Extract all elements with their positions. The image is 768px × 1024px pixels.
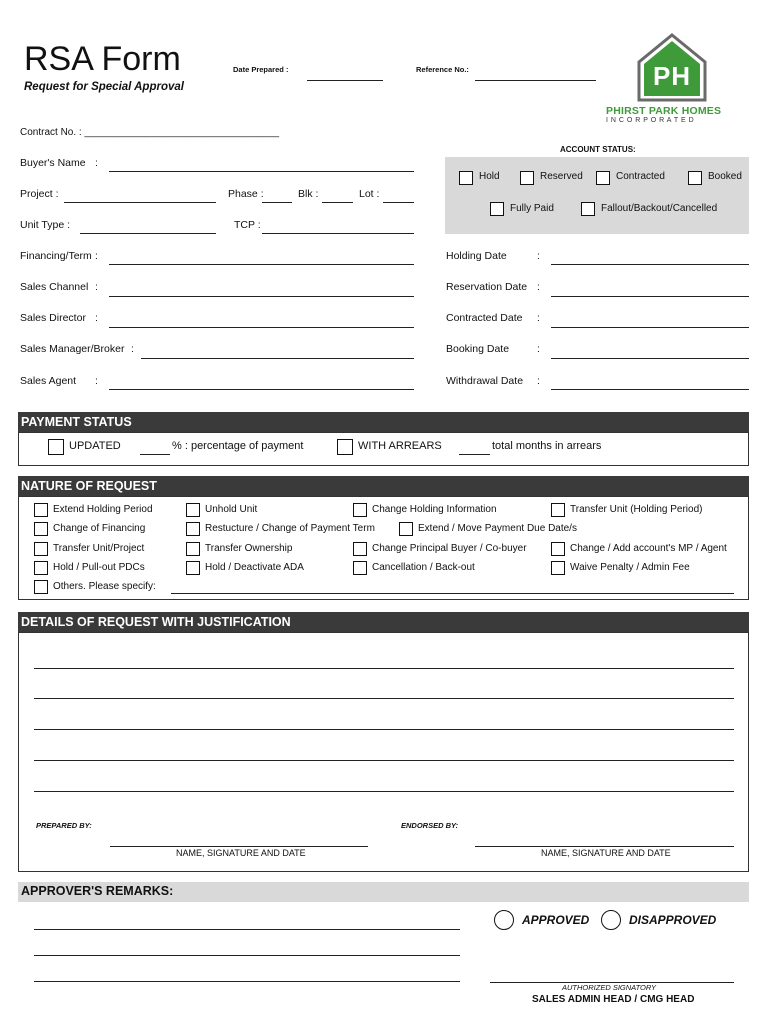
hold-deactivate-checkbox[interactable] bbox=[186, 561, 200, 575]
unit-type-field[interactable] bbox=[80, 233, 216, 234]
change-holding-checkbox[interactable] bbox=[353, 503, 367, 517]
extend-payment-label: Extend / Move Payment Due Date/s bbox=[418, 523, 577, 534]
contract-no-label: Contract No. : ___________________________________ bbox=[20, 127, 280, 138]
colon: : bbox=[95, 312, 98, 324]
transfer-ownership-label: Transfer Ownership bbox=[205, 543, 293, 554]
unit-type-label: Unit Type : bbox=[20, 219, 70, 231]
form-title: RSA Form bbox=[24, 40, 181, 78]
date-prepared-field[interactable] bbox=[307, 80, 383, 81]
nature-header: NATURE OF REQUEST bbox=[18, 476, 749, 496]
others-specify-field[interactable] bbox=[171, 593, 734, 594]
reserved-checkbox[interactable] bbox=[520, 171, 534, 185]
details-header: DETAILS OF REQUEST WITH JUSTIFICATION bbox=[18, 612, 749, 632]
endorsed-by-signature-caption: NAME, SIGNATURE AND DATE bbox=[541, 848, 671, 858]
restructure-checkbox[interactable] bbox=[186, 522, 200, 536]
colon: : bbox=[95, 157, 98, 169]
reference-no-field[interactable] bbox=[475, 80, 596, 81]
transfer-holding-label: Transfer Unit (Holding Period) bbox=[570, 504, 703, 515]
project-field[interactable] bbox=[64, 202, 216, 203]
financing-term-field[interactable] bbox=[109, 264, 414, 265]
others-checkbox[interactable] bbox=[34, 580, 48, 594]
percentage-field[interactable] bbox=[140, 454, 170, 455]
logo-initials: PH bbox=[652, 61, 692, 91]
form-subtitle: Request for Special Approval bbox=[24, 81, 184, 93]
colon: : bbox=[537, 312, 540, 324]
authorized-signatory-label: AUTHORIZED SIGNATORY bbox=[562, 983, 657, 992]
contracted-date-field[interactable] bbox=[551, 327, 749, 328]
fallout-label: Fallout/Backout/Cancelled bbox=[601, 203, 718, 214]
contracted-checkbox[interactable] bbox=[596, 171, 610, 185]
booked-checkbox[interactable] bbox=[688, 171, 702, 185]
booking-date-label: Booking Date bbox=[446, 343, 510, 355]
with-arrears-checkbox[interactable] bbox=[337, 439, 353, 455]
transfer-unit-project-checkbox[interactable] bbox=[34, 542, 48, 556]
prepared-by-signature-caption: NAME, SIGNATURE AND DATE bbox=[176, 848, 306, 858]
colon: : bbox=[95, 281, 98, 293]
change-financing-checkbox[interactable] bbox=[34, 522, 48, 536]
account-status-title: ACCOUNT STATUS: bbox=[560, 145, 636, 154]
updated-checkbox[interactable] bbox=[48, 439, 64, 455]
contracted-label: Contracted bbox=[616, 171, 665, 182]
approved-radio[interactable] bbox=[494, 910, 514, 930]
endorsed-by-label: ENDORSED BY: bbox=[401, 821, 459, 830]
holding-date-field[interactable] bbox=[551, 264, 749, 265]
transfer-holding-checkbox[interactable] bbox=[551, 503, 565, 517]
prepared-by-signature-line[interactable] bbox=[110, 846, 368, 847]
hold-checkbox[interactable] bbox=[459, 171, 473, 185]
percentage-label: % : percentage of payment bbox=[172, 440, 304, 452]
extend-payment-checkbox[interactable] bbox=[399, 522, 413, 536]
cancellation-checkbox[interactable] bbox=[353, 561, 367, 575]
extend-holding-label: Extend Holding Period bbox=[53, 504, 153, 515]
tcp-field[interactable] bbox=[262, 233, 414, 234]
sales-agent-field[interactable] bbox=[109, 389, 414, 390]
payment-status-header: PAYMENT STATUS bbox=[18, 412, 749, 432]
tcp-label: TCP : bbox=[234, 219, 261, 231]
withdrawal-date-field[interactable] bbox=[551, 389, 749, 390]
colon: : bbox=[95, 375, 98, 387]
colon: : bbox=[537, 375, 540, 387]
transfer-unit-project-label: Transfer Unit/Project bbox=[53, 543, 145, 554]
approved-label: APPROVED bbox=[522, 913, 590, 927]
booked-label: Booked bbox=[708, 171, 742, 182]
reservation-date-field[interactable] bbox=[551, 296, 749, 297]
change-buyer-label: Change Principal Buyer / Co-buyer bbox=[372, 543, 527, 554]
remarks-line-3[interactable] bbox=[34, 981, 460, 982]
hold-deactivate-label: Hold / Deactivate ADA bbox=[205, 562, 304, 573]
with-arrears-label: WITH ARREARS bbox=[358, 440, 442, 452]
unhold-unit-label: Unhold Unit bbox=[205, 504, 258, 515]
company-logo bbox=[636, 32, 708, 102]
colon: : bbox=[537, 281, 540, 293]
withdrawal-date-label: Withdrawal Date bbox=[446, 375, 524, 387]
months-arrears-field[interactable] bbox=[459, 454, 490, 455]
hold-pullout-checkbox[interactable] bbox=[34, 561, 48, 575]
remarks-line-2[interactable] bbox=[34, 955, 460, 956]
lot-label: Lot : bbox=[359, 188, 380, 200]
waive-penalty-label: Waive Penalty / Admin Fee bbox=[570, 562, 690, 573]
change-financing-label: Change of Financing bbox=[53, 523, 146, 534]
phase-field[interactable] bbox=[262, 202, 292, 203]
phase-label: Phase : bbox=[228, 188, 264, 200]
buyers-name-label: Buyer's Name bbox=[20, 157, 86, 169]
booking-date-field[interactable] bbox=[551, 358, 749, 359]
sales-channel-label: Sales Channel bbox=[20, 281, 89, 293]
disapproved-label: DISAPPROVED bbox=[629, 913, 717, 927]
details-line-5[interactable] bbox=[34, 791, 734, 792]
logo-company-name: PHIRST PARK HOMES bbox=[606, 105, 722, 117]
change-mp-label: Change / Add account's MP / Agent bbox=[570, 543, 727, 554]
hold-pullout-label: Hold / Pull-out PDCs bbox=[53, 562, 145, 573]
details-line-2[interactable] bbox=[34, 698, 734, 699]
colon: : bbox=[537, 343, 540, 355]
sales-manager-field[interactable] bbox=[141, 358, 414, 359]
transfer-ownership-checkbox[interactable] bbox=[186, 542, 200, 556]
sales-director-label: Sales Director bbox=[20, 312, 86, 324]
months-arrears-label: total months in arrears bbox=[492, 440, 602, 452]
fallout-checkbox[interactable] bbox=[581, 202, 595, 216]
sales-channel-field[interactable] bbox=[109, 296, 414, 297]
change-holding-label: Change Holding Information bbox=[372, 504, 497, 515]
change-mp-checkbox[interactable] bbox=[551, 542, 565, 556]
holding-date-label: Holding Date bbox=[446, 250, 507, 262]
sales-manager-label: Sales Manager/Broker bbox=[20, 343, 125, 355]
reservation-date-label: Reservation Date bbox=[446, 281, 528, 293]
updated-label: UPDATED bbox=[69, 440, 121, 452]
reference-no-label: Reference No.: bbox=[416, 65, 469, 74]
others-label: Others. Please specify: bbox=[53, 581, 156, 592]
remarks-line-1[interactable] bbox=[34, 929, 460, 930]
change-buyer-checkbox[interactable] bbox=[353, 542, 367, 556]
colon: : bbox=[537, 250, 540, 262]
waive-penalty-checkbox[interactable] bbox=[551, 561, 565, 575]
colon: : bbox=[131, 343, 134, 355]
unhold-unit-checkbox[interactable] bbox=[186, 503, 200, 517]
lot-field[interactable] bbox=[383, 202, 414, 203]
approver-header: APPROVER'S REMARKS: bbox=[21, 884, 174, 898]
blk-field[interactable] bbox=[322, 202, 353, 203]
approver-head-label: SALES ADMIN HEAD / CMG HEAD bbox=[532, 994, 695, 1005]
sales-director-field[interactable] bbox=[109, 327, 414, 328]
sales-agent-label: Sales Agent bbox=[20, 375, 77, 387]
date-prepared-label: Date Prepared : bbox=[233, 65, 289, 74]
contracted-date-label: Contracted Date bbox=[446, 312, 523, 324]
financing-term-label: Financing/Term bbox=[20, 250, 92, 262]
cancellation-label: Cancellation / Back-out bbox=[372, 562, 475, 573]
blk-label: Blk : bbox=[298, 188, 319, 200]
restructure-label: Restucture / Change of Payment Term bbox=[205, 523, 375, 534]
account-status-panel bbox=[445, 157, 749, 234]
colon: : bbox=[95, 250, 98, 262]
extend-holding-checkbox[interactable] bbox=[34, 503, 48, 517]
details-line-1[interactable] bbox=[34, 668, 734, 669]
disapproved-radio[interactable] bbox=[601, 910, 621, 930]
reserved-label: Reserved bbox=[540, 171, 583, 182]
logo-company-suffix: I N C O R P O R A T E D bbox=[606, 117, 695, 124]
details-line-3[interactable] bbox=[34, 729, 734, 730]
fully-paid-label: Fully Paid bbox=[510, 203, 554, 214]
project-label: Project : bbox=[20, 188, 59, 200]
prepared-by-label: PREPARED BY: bbox=[36, 821, 92, 830]
buyers-name-field[interactable] bbox=[109, 171, 414, 172]
details-line-4[interactable] bbox=[34, 760, 734, 761]
fully-paid-checkbox[interactable] bbox=[490, 202, 504, 216]
endorsed-by-signature-line[interactable] bbox=[475, 846, 734, 847]
hold-label: Hold bbox=[479, 171, 500, 182]
